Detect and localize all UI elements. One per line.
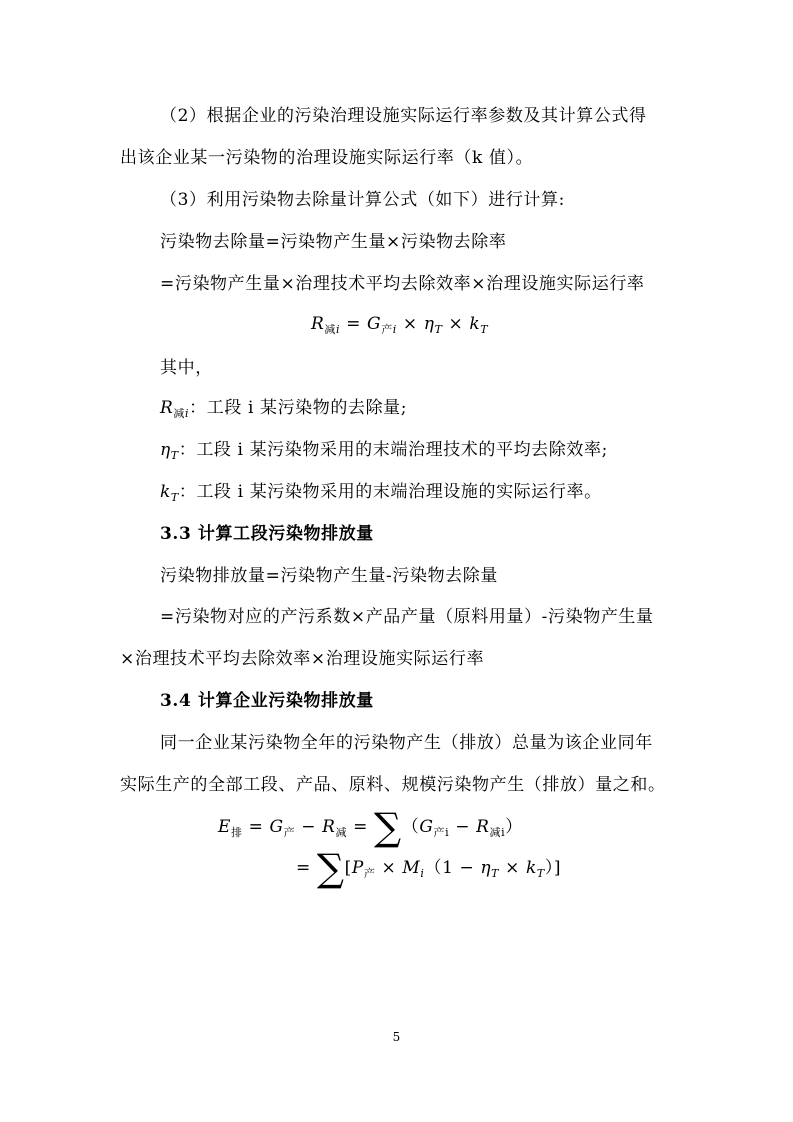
sub-chan: 产 bbox=[363, 867, 376, 880]
emission-formula-expanded-line1: =污染物对应的产污系数×产品产量（原料用量）-污染物产生量 bbox=[160, 607, 654, 627]
total-equation-line1 bbox=[218, 805, 523, 849]
definition-eta-text: ：工段 i 某污染物采用的末端治理技术的平均去除效率; bbox=[178, 440, 608, 460]
emission-formula-expanded-line2: ×治理技术平均去除效率×治理设施实际运行率 bbox=[120, 649, 485, 669]
sub-T: T bbox=[536, 867, 545, 880]
right-paren: ） bbox=[544, 858, 554, 878]
removal-equation bbox=[311, 312, 488, 342]
sub-jian: 减 bbox=[324, 323, 337, 336]
sub-jian: 减 bbox=[335, 826, 348, 839]
left-bracket: [ bbox=[344, 858, 352, 878]
enterprise-paragraph-line1: 同一企业某污染物全年的污染物产生（排放）总量为该企业同年 bbox=[160, 733, 653, 753]
symbol-E: E bbox=[218, 817, 232, 837]
symbol-R: R bbox=[322, 817, 336, 837]
times-sign: × bbox=[442, 314, 470, 334]
definition-k-text: ：工段 i 某污染物采用的末端治理设施的实际运行率。 bbox=[178, 482, 602, 502]
symbol-R: R bbox=[476, 817, 490, 837]
symbol-eta: η bbox=[480, 858, 492, 878]
left-paren: （ bbox=[401, 817, 420, 837]
definition-R-text: ：工段 i 某污染物的去除量; bbox=[189, 398, 408, 418]
where-label: 其中， bbox=[160, 358, 213, 378]
times-sign: × bbox=[396, 314, 424, 334]
minus-sign: − bbox=[453, 858, 481, 878]
symbol-R: R bbox=[311, 314, 325, 334]
enterprise-paragraph-line2: 实际生产的全部工段、产品、原料、规模污染物产生（排放）量之和。 bbox=[120, 775, 666, 795]
sub-T: T bbox=[434, 323, 443, 336]
minus-sign: − bbox=[295, 817, 323, 837]
sub-i: i bbox=[185, 407, 190, 420]
number-one: 1 bbox=[442, 858, 454, 878]
minus-sign: − bbox=[449, 817, 477, 837]
removal-formula-expanded: =污染物产生量×治理技术平均去除效率×治理设施实际运行率 bbox=[160, 274, 645, 294]
sub-jian: 减 bbox=[489, 826, 502, 839]
sub-i: i bbox=[501, 826, 506, 839]
removal-formula-text: 污染物去除量=污染物产生量×污染物去除率 bbox=[160, 232, 507, 252]
section-heading-3-4: 3.4 计算企业污染物排放量 bbox=[160, 691, 374, 711]
definition-R bbox=[160, 396, 407, 426]
definition-eta bbox=[160, 438, 608, 468]
symbol-G: G bbox=[367, 314, 382, 334]
symbol-G: G bbox=[269, 817, 284, 837]
left-paren: （ bbox=[424, 858, 443, 878]
sub-T: T bbox=[480, 323, 489, 336]
symbol-M: M bbox=[402, 858, 421, 878]
total-equation-line2 bbox=[296, 846, 562, 890]
equals-sign: = bbox=[340, 314, 367, 334]
paragraph-3: （3）利用污染物去除量计算公式（如下）进行计算: bbox=[160, 190, 565, 210]
paragraph-2-line1: （2）根据企业的污染治理设施实际运行率参数及其计算公式得 bbox=[160, 106, 647, 126]
right-paren: ） bbox=[505, 817, 523, 837]
sub-T: T bbox=[491, 867, 500, 880]
paragraph-2-line2: 出该企业某一污染物的治理设施实际运行率（k 值）。 bbox=[120, 148, 534, 168]
equals-sign: = bbox=[347, 817, 375, 837]
times-sign: × bbox=[499, 858, 526, 878]
sub-T: T bbox=[170, 491, 179, 504]
equals-sign: = bbox=[296, 858, 317, 878]
sub-T: T bbox=[170, 449, 179, 462]
emission-formula-text: 污染物排放量=污染物产生量-污染物去除量 bbox=[160, 566, 498, 586]
sub-chan: 产 bbox=[283, 826, 296, 839]
sum-sign: ∑ bbox=[316, 846, 345, 890]
symbol-k: k bbox=[469, 314, 481, 334]
sub-i: i bbox=[420, 867, 425, 880]
sub-jian: 减 bbox=[173, 407, 186, 420]
right-bracket: ] bbox=[553, 858, 562, 878]
sub-chan: 产 bbox=[381, 323, 393, 336]
symbol-eta: η bbox=[160, 440, 171, 460]
sub-i: i bbox=[392, 323, 397, 336]
symbol-G: G bbox=[419, 817, 434, 837]
times-sign: × bbox=[375, 858, 403, 878]
sub-i: i bbox=[445, 826, 450, 839]
page-number: 5 bbox=[392, 1030, 401, 1044]
definition-k bbox=[160, 480, 602, 510]
symbol-eta: η bbox=[423, 314, 435, 334]
symbol-R: R bbox=[160, 398, 174, 418]
sub-i: i bbox=[336, 323, 341, 336]
symbol-k: k bbox=[525, 858, 537, 878]
section-heading-3-3: 3.3 计算工段污染物排放量 bbox=[160, 524, 374, 544]
equals-sign: = bbox=[242, 817, 270, 837]
sum-sign: ∑ bbox=[374, 805, 402, 849]
symbol-k: k bbox=[160, 482, 171, 502]
sub-chan: 产 bbox=[433, 826, 446, 839]
symbol-P: P bbox=[351, 858, 364, 878]
sub-pai: 排 bbox=[231, 826, 243, 839]
